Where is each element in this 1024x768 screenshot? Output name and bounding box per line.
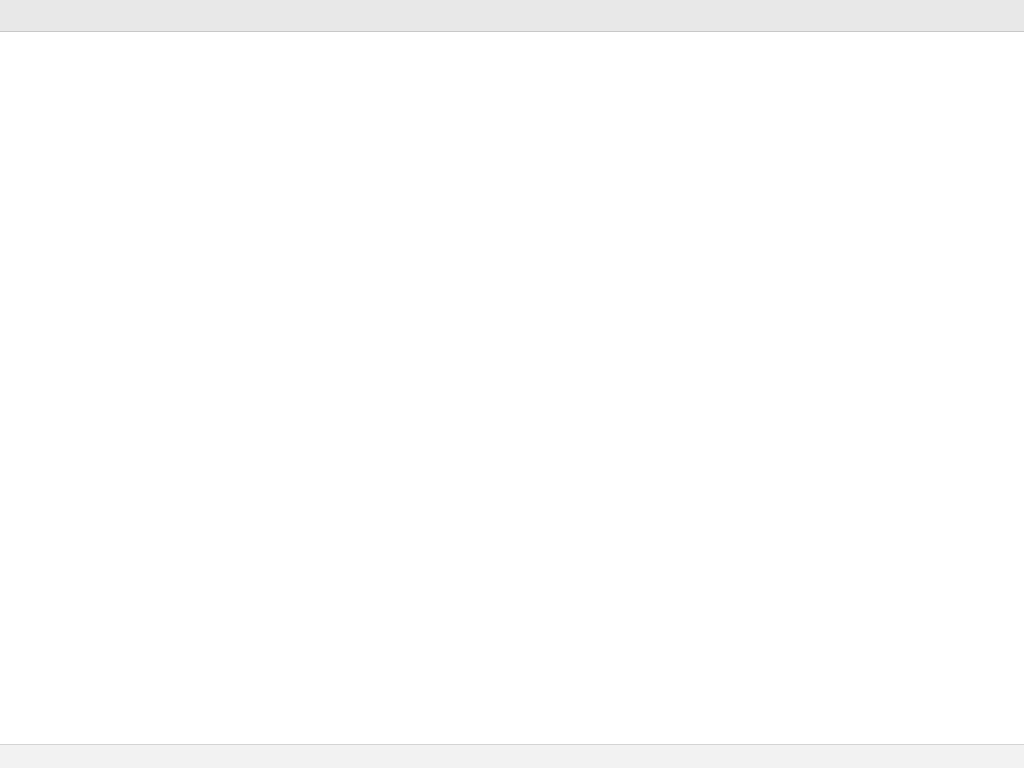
window-title-bar — [0, 0, 1024, 32]
main-content — [0, 32, 1024, 744]
status-bar — [0, 744, 1024, 768]
